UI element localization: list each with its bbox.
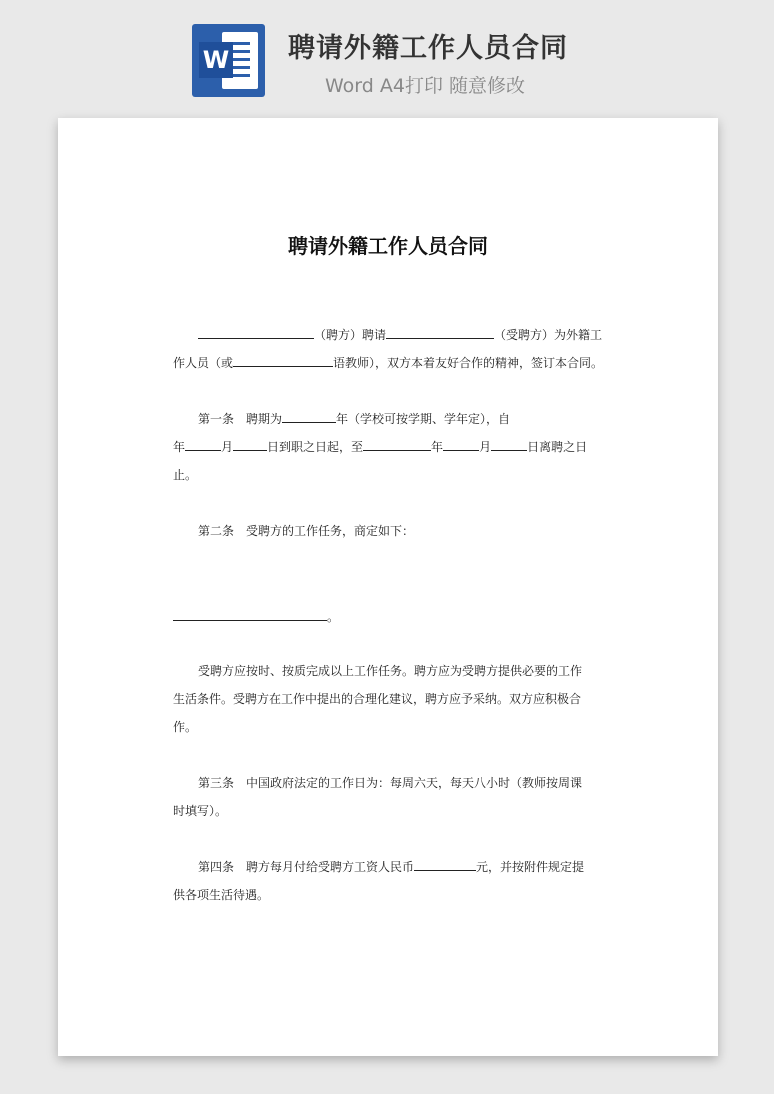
blank-start-month[interactable] bbox=[233, 438, 267, 451]
article-2: 第二条 受聘方的工作任务，商定如下： bbox=[198, 524, 415, 538]
document-title: 聘请外籍工作人员合同 bbox=[288, 234, 488, 258]
header-subtitle: Word A4打印 随意修改 bbox=[325, 75, 526, 97]
article-1-dates: 年 月 日到职之日起，至 年 月 日离聘之日 bbox=[173, 440, 588, 454]
blank-term-years[interactable] bbox=[282, 410, 336, 423]
blank-employee[interactable] bbox=[386, 326, 494, 339]
article-4-end: 供各项生活待遇。 bbox=[173, 888, 270, 902]
blank-salary[interactable] bbox=[414, 858, 476, 871]
article-1: 第一条 聘期为 年（学校可按学期、学年定），自 bbox=[198, 412, 511, 426]
word-icon bbox=[192, 24, 265, 97]
paragraph-parties: （聘方）聘请 （受聘方）为外籍工 bbox=[198, 326, 602, 343]
article-2-blank: 。 bbox=[173, 608, 339, 625]
blank-end-day[interactable] bbox=[491, 438, 527, 451]
logo-letter: W bbox=[199, 42, 233, 78]
article-1-end: 止。 bbox=[173, 468, 198, 482]
article-3-end: 时填写）。 bbox=[173, 804, 228, 818]
header-title: 聘请外籍工作人员合同 bbox=[288, 33, 568, 64]
document-page bbox=[58, 118, 718, 1056]
paragraph-obligations-3: 作。 bbox=[173, 720, 198, 734]
blank-end-month[interactable] bbox=[443, 438, 479, 451]
paragraph-parties-2: 作人员（或 语教师），双方本着友好合作的精神，签订本合同。 bbox=[173, 356, 604, 370]
blank-duties[interactable] bbox=[173, 608, 327, 621]
paragraph-obligations-1: 受聘方应按时、按质完成以上工作任务。聘方应为受聘方提供必要的工作 bbox=[198, 664, 583, 678]
article-4: 第四条 聘方每月付给受聘方工资人民币 元，并按附件规定提 bbox=[198, 860, 585, 874]
paragraph-obligations-2: 生活条件。受聘方在工作中提出的合理化建议，聘方应予采纳。双方应积极合 bbox=[173, 692, 582, 706]
blank-end-year[interactable] bbox=[363, 438, 431, 451]
header bbox=[0, 0, 774, 110]
blank-employer[interactable] bbox=[198, 326, 314, 339]
article-3: 第三条 中国政府法定的工作日为：每周六天，每天八小时（教师按周课 bbox=[198, 776, 583, 790]
blank-language[interactable] bbox=[233, 354, 333, 367]
blank-start-year[interactable] bbox=[185, 438, 221, 451]
